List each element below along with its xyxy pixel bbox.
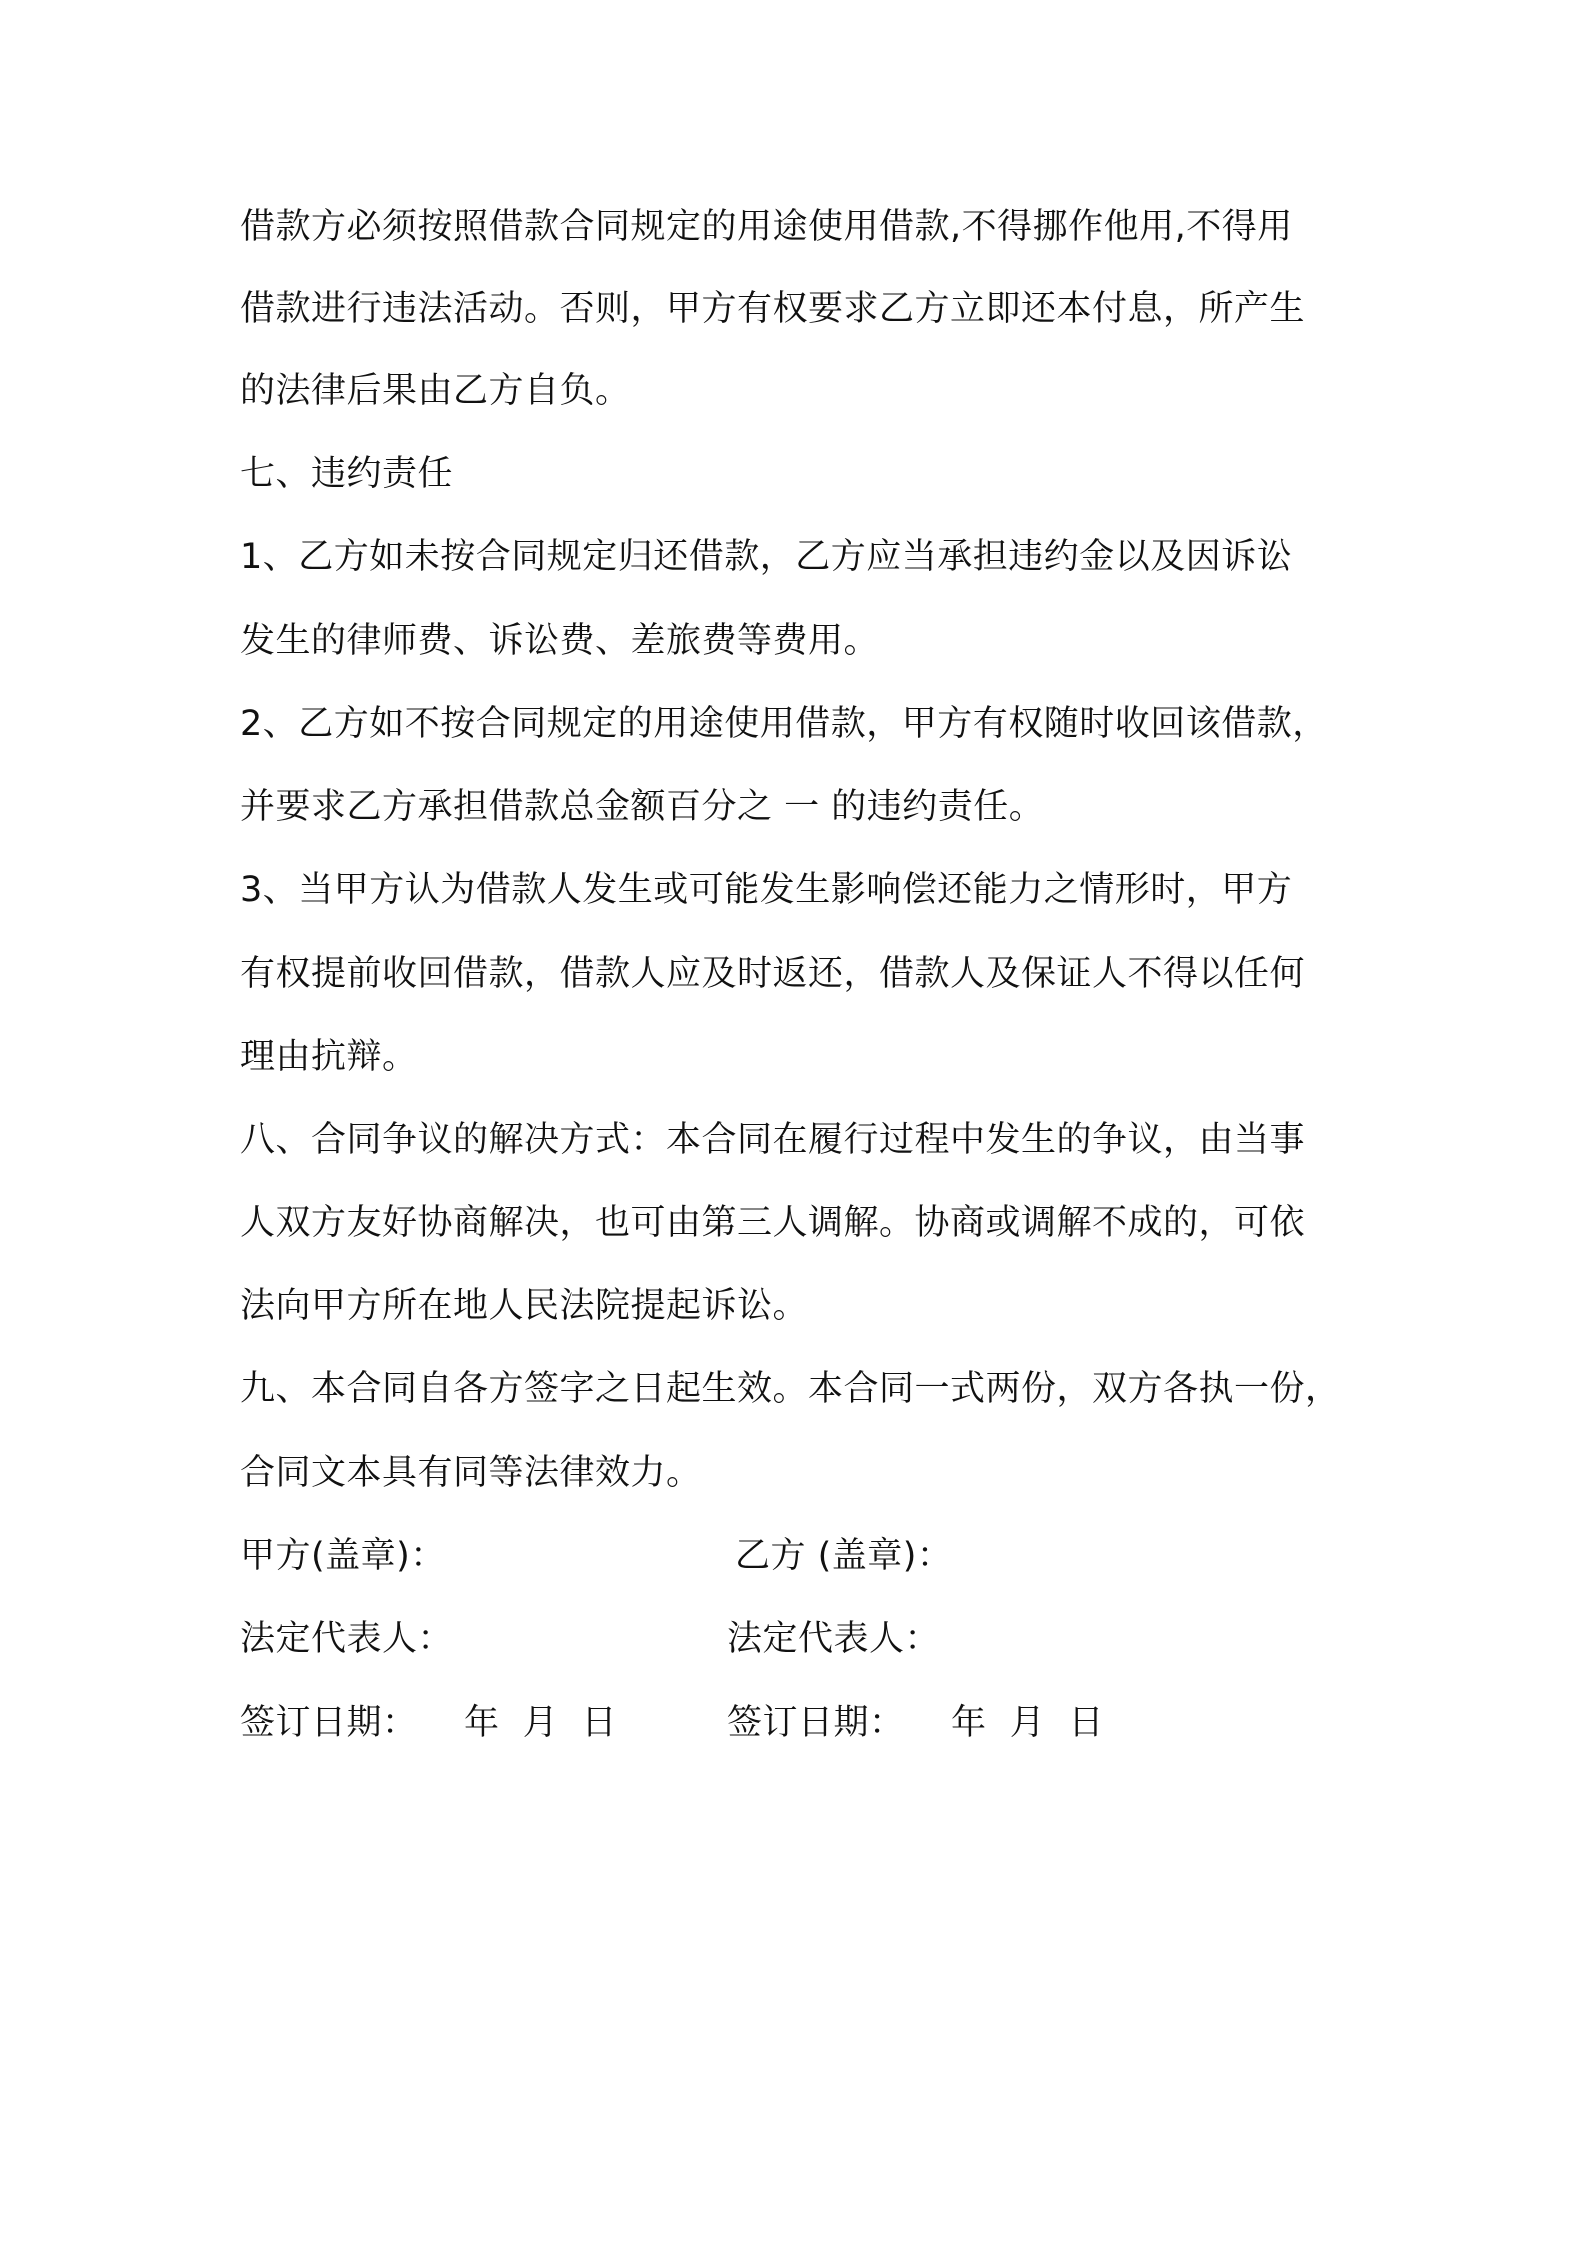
body-line: 有权提前收回借款，借款人应及时返还，借款人及保证人不得以任何 bbox=[240, 954, 1306, 994]
body-line: 发生的律师费、诉讼费、差旅费等费用。 bbox=[240, 621, 880, 661]
body-line: 的法律后果由乙方自负。 bbox=[240, 371, 631, 411]
body-line: 2、乙方如不按合同规定的用途使用借款，甲方有权随时收回该借款， bbox=[240, 704, 1328, 744]
party-b-rep-label: 法定代表人： bbox=[727, 1619, 941, 1659]
body-line: 并要求乙方承担借款总金额百分之 一 的违约责任。 bbox=[240, 787, 1045, 827]
body-line: 九、本合同自各方签字之日起生效。本合同一式两份，双方各执一份， bbox=[240, 1369, 1341, 1409]
party-b-date-label: 签订日期： 年 月 日 bbox=[727, 1703, 1105, 1743]
party-a-date-label: 签订日期： 年 月 日 bbox=[240, 1703, 618, 1743]
section-heading: 七、违约责任 bbox=[240, 454, 454, 494]
body-line: 法向甲方所在地人民法院提起诉讼。 bbox=[240, 1286, 809, 1326]
body-line: 借款方必须按照借款合同规定的用途使用借款,不得挪作他用,不得用 bbox=[240, 207, 1293, 247]
body-line: 人双方友好协商解决，也可由第三人调解。协商或调解不成的，可依 bbox=[240, 1203, 1306, 1243]
body-line: 借款进行违法活动。否则，甲方有权要求乙方立即还本付息，所产生 bbox=[240, 289, 1306, 329]
party-b-seal-label: 乙方 (盖章)： bbox=[735, 1536, 953, 1576]
party-a-seal-label: 甲方(盖章)： bbox=[240, 1536, 446, 1576]
body-line: 理由抗辩。 bbox=[240, 1037, 418, 1077]
body-line: 合同文本具有同等法律效力。 bbox=[240, 1453, 702, 1493]
party-a-rep-label: 法定代表人： bbox=[240, 1619, 454, 1659]
body-line: 1、乙方如未按合同规定归还借款，乙方应当承担违约金以及因诉讼 bbox=[240, 537, 1293, 577]
body-line: 3、当甲方认为借款人发生或可能发生影响偿还能力之情形时，甲方 bbox=[240, 870, 1293, 910]
body-line: 八、合同争议的解决方式：本合同在履行过程中发生的争议，由当事 bbox=[240, 1120, 1306, 1160]
